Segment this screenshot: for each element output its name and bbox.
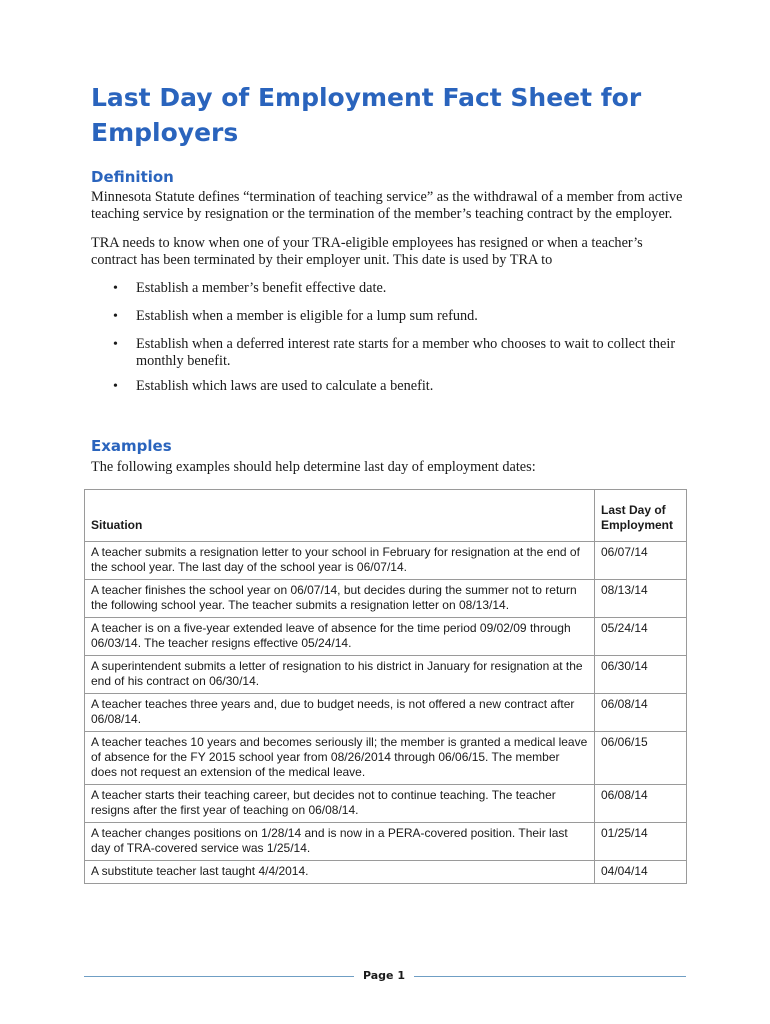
table-row [85, 823, 687, 861]
page-number: Page 1 [362, 969, 405, 982]
situation-cell: A superintendent submits a letter of resignation to his district in January for resignation at the end of his contract on 06/30/14. [85, 656, 595, 694]
footer-rule-right [414, 976, 686, 977]
date-cell: 06/06/15 [595, 732, 687, 785]
examples-table [84, 489, 687, 884]
date-cell: 06/08/14 [595, 694, 687, 732]
tra-needs-paragraph: TRA needs to know when one of your TRA-eligible employees has resigned or when a teacher’s contract has been terminated by their employer unit. This date is used by TRA to [91, 235, 643, 268]
list-item: • Establish when a deferred interest rate starts for a member who chooses to wait to collect their monthly benefit. [91, 336, 691, 370]
examples-intro: The following examples should help determine last day of employment dates: [91, 459, 536, 475]
situation-cell: A teacher starts their teaching career, but decides not to continue teaching. The teacher resigns after the first year of teaching on 06/08/14. [85, 785, 595, 823]
date-cell: 06/30/14 [595, 656, 687, 694]
situation-cell: A teacher teaches three years and, due to budget needs, is not offered a new contract after 06/08/14. [85, 694, 595, 732]
table-row [85, 785, 687, 823]
definition-heading: Definition [91, 168, 174, 186]
list-item: • Establish which laws are used to calculate a benefit. [91, 378, 691, 395]
footer-rule-left [84, 976, 354, 977]
date-cell: 04/04/14 [595, 861, 687, 884]
table-header-row [85, 490, 687, 542]
table-row [85, 580, 687, 618]
purpose-list [91, 280, 691, 395]
examples-heading: Examples [91, 437, 172, 455]
situation-cell: A teacher changes positions on 1/28/14 and is now in a PERA-covered position. Their last day of TRA-covered service was 1/25/14. [85, 823, 595, 861]
table-row [85, 542, 687, 580]
table-row [85, 694, 687, 732]
situation-cell: A teacher submits a resignation letter to your school in February for resignation at the end of the school year. The last day of the school year is 06/07/14. [85, 542, 595, 580]
date-cell: 06/08/14 [595, 785, 687, 823]
last-day-header: Last Day of Employment [595, 490, 687, 542]
date-cell: 01/25/14 [595, 823, 687, 861]
date-cell: 08/13/14 [595, 580, 687, 618]
definition-paragraph: Minnesota Statute defines “termination of teaching service” as the withdrawal of a member from active teaching service by resignation or the termination of the member’s teaching contract by the employer. [91, 189, 683, 222]
table-row [85, 732, 687, 785]
list-item: • Establish a member’s benefit effective date. [91, 280, 691, 297]
situation-cell: A substitute teacher last taught 4/4/2014. [85, 861, 595, 884]
table-row [85, 618, 687, 656]
document-title: Last Day of Employment Fact Sheet for Employers [91, 83, 642, 147]
table-row [85, 656, 687, 694]
date-cell: 06/07/14 [595, 542, 687, 580]
situation-cell: A teacher teaches 10 years and becomes seriously ill; the member is granted a medical leave of absence for the FY 2015 school year from 08/26/2014 through 06/06/15. The member does not request an extension of the medical leave. [85, 732, 595, 785]
situation-header: Situation [85, 490, 595, 542]
situation-cell: A teacher finishes the school year on 06/07/14, but decides during the summer not to return the following school year. The teacher submits a resignation letter on 08/13/14. [85, 580, 595, 618]
situation-cell: A teacher is on a five-year extended leave of absence for the time period 09/02/09 through 06/03/14. The teacher resigns effective 05/24/14. [85, 618, 595, 656]
list-item: • Establish when a member is eligible for a lump sum refund. [91, 308, 691, 325]
table-row [85, 861, 687, 884]
date-cell: 05/24/14 [595, 618, 687, 656]
